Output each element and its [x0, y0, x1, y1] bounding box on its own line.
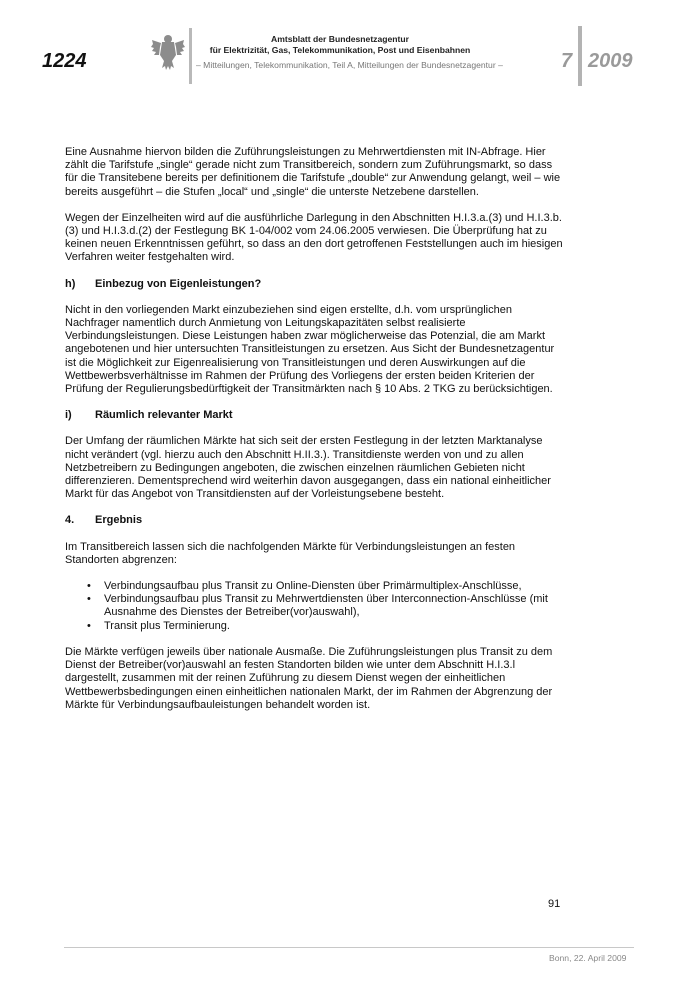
- issue-year: 2009: [588, 50, 633, 72]
- list-item-text: Transit plus Terminierung.: [104, 619, 230, 632]
- bullet-icon: •: [87, 593, 91, 606]
- paragraph: Wegen der Einzelheiten wird auf die ausführliche Darlegung in den Abschnitten H.I.3.a.(3) und H.I.3.b.(3) und H.I.3.d.(2) der Festlegung BK 1-04/002 vom 24.06.2005 verwiesen. Die Überprüfung hat zu keinen neuen Erkenntnissen geführt, so dass an den dort getroffenen Feststellungen auch im hiesigen Verfahren weiter festgehalten wird.: [65, 211, 563, 264]
- list-item-text: Verbindungsaufbau plus Transit zu Mehrwertdiensten über Interconnection-Anschlüsse (mit Ausnahme des Dienstes der Betreiber(vor)auswahl),: [104, 593, 548, 619]
- paragraph: Die Märkte verfügen jeweils über nationale Ausmaße. Die Zuführungsleistungen plus Transit zu dem Dienst der Betreiber(vor)auswahl an festen Standorten bilden wie unter dem Abschnitt H.I.3.l dargestellt, zusammen mit der reinen Zuführung zu diesem Dienst wegen der einheitlichen Wettbewerbsbedingungen einen einheitlichen nationalen Markt, der im Rahmen der Abgrenzung der Märkte für Verbindungsaufbauleistungen behandelt worden ist.: [65, 645, 553, 711]
- list-item: [65, 580, 563, 593]
- bullet-icon: •: [87, 619, 91, 632]
- publication-title: [190, 34, 490, 56]
- document-body: [65, 146, 563, 725]
- paragraph: Im Transitbereich lassen sich die nachfolgenden Märkte für Verbindungsleistungen an festen Standorten abgrenzen:: [65, 540, 516, 566]
- issue-number: 7: [561, 50, 573, 72]
- section-heading-i: [65, 409, 563, 422]
- issue-divider: [578, 26, 582, 86]
- market-list: [65, 580, 563, 633]
- publication-title-line2: für Elektrizität, Gas, Telekommunikation, Post und Eisenbahnen: [209, 45, 471, 55]
- section-heading-4: [65, 514, 563, 527]
- section-title: Räumlich relevanter Markt: [95, 409, 233, 422]
- section-title: Ergebnis: [95, 514, 143, 527]
- publication-date: Bonn, 22. April 2009: [549, 953, 627, 963]
- paragraph: Eine Ausnahme hiervon bilden die Zuführungsleistungen zu Mehrwertdiensten mit IN-Abfrage. Hier zählt die Tarifstufe „single“ gerade nicht zum Transitbereich, sondern zum Zuführungsmarkt, so dass für die Transitebene bereits per definitionem die Tarifstufe „double“ zur Anwendung gelangt, weil – wie bereits ausgeführt – die Stufen „local“ und „single“ die unterste Netzebene darstellen.: [65, 146, 561, 198]
- section-heading-h: [65, 278, 563, 291]
- section-number: i): [65, 409, 72, 422]
- section-number: h): [65, 277, 76, 290]
- section-number: 4.: [65, 514, 75, 527]
- paragraph: Nicht in den vorliegenden Markt einzubeziehen sind eigen erstellte, d.h. vom ursprünglichen Nachfrager namentlich durch Anmietung von Leitungskapazitäten selbst realisierte Verbindungsleistungen. Diese Leistungen haben zwar möglicherweise das Potenzial, die am Markt angebotenen und hier untersuchten Transitleistungen zu ersetzen. Aus Sicht der Bundesnetzagentur ist die Möglichkeit zur Eigenrealisierung von Transitleistungen und deren Auswirkungen auf die Wettbewerbsverhältnisse im Rahmen der Prüfung des Vorliegens der ersten beiden Kriterien der Prüfung der Regulierungsbedürftigkeit der Transitmärkten nach § 10 Abs. 2 TKG zu berücksichtigen.: [65, 303, 555, 396]
- publication-title-line1: Amtsblatt der Bundesnetzagentur: [271, 34, 409, 44]
- federal-eagle-icon: [151, 33, 185, 71]
- page-number: 1224: [42, 50, 87, 72]
- publication-subtitle: – Mitteilungen, Telekommunikation, Teil A, Mitteilungen der Bundesnetzagentur –: [196, 60, 503, 70]
- list-item: [65, 620, 563, 633]
- list-item: [65, 593, 563, 619]
- list-item-text: Verbindungsaufbau plus Transit zu Online-Diensten über Primärmultiplex-Anschlüsse,: [104, 580, 522, 593]
- paragraph: Der Umfang der räumlichen Märkte hat sich seit der ersten Festlegung in der letzten Marktanalyse nicht verändert (vgl. hierzu auch den Abschnitt H.II.3.). Transitdienste werden von und zu allen Netzbetreibern zu Bedingungen angeboten, die zwischen einzelnen räumlichen Gebieten nicht differenzieren. Dementsprechend wird weiterhin davon ausgegangen, dass ein national einheitlicher Markt für das Angebot von Transitdiensten auf der Vorleistungsebene besteht.: [65, 435, 551, 501]
- footer-divider: [64, 947, 634, 948]
- bullet-icon: •: [87, 580, 91, 593]
- document-page-number: 91: [548, 898, 561, 910]
- section-title: Einbezug von Eigenleistungen?: [95, 277, 262, 290]
